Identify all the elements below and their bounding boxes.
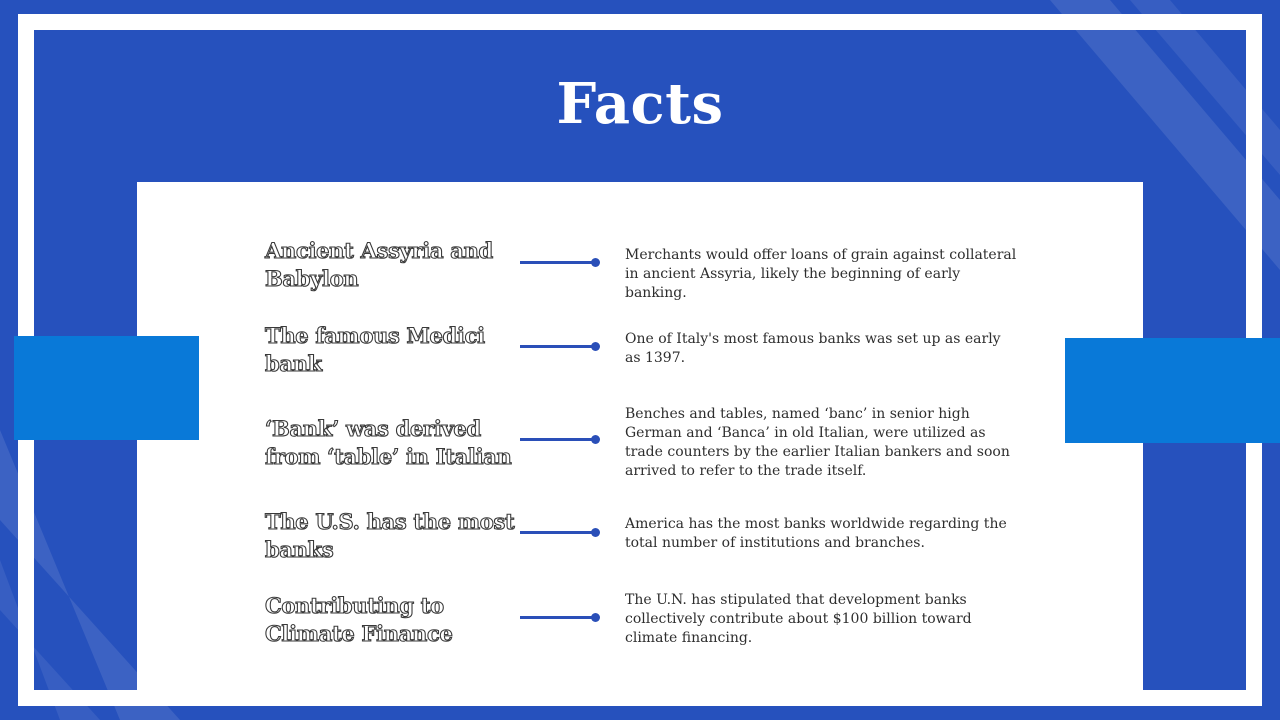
fact-connector [520,438,596,441]
fact-description-medici: One of Italy's most famous banks was set up as early as 1397. [625,331,1001,366]
fact-description-bank-origin: Benches and tables, named ‘banc’ in senior high German and ‘Banca’ in old Italian, were utilized as trade counters by the earlier Italian bankers and soon arrived to refer to the trade itself. [625,406,1010,479]
fact-label-bank-origin: ‘Bank’ was derived from ‘table’ in Italian [265,416,512,469]
connector-dot [591,435,600,444]
left-accent-block [14,336,199,440]
fact-label-us-banks: The U.S. has the most banks [265,509,515,562]
fact-connector [520,616,596,619]
fact-connector [520,345,596,348]
fact-description-assyria: Merchants would offer loans of grain against collateral in ancient Assyria, likely the beginning of early banking. [625,247,1017,301]
right-accent-block [1065,338,1280,443]
fact-label-assyria: Ancient Assyria and Babylon [265,238,493,291]
fact-description-climate-finance: The U.N. has stipulated that development banks collectively contribute about $100 billion toward climate financing. [625,592,972,646]
fact-label-climate-finance: Contributing to Climate Finance [265,593,453,646]
fact-label-medici: The famous Medici bank [265,323,485,376]
fact-connector [520,261,596,264]
fact-connector [520,531,596,534]
fact-description-us-banks: America has the most banks worldwide regarding the total number of institutions and branches. [625,516,1007,551]
connector-dot [591,528,600,537]
slide-title: Facts [556,71,724,137]
connector-dot [591,613,600,622]
connector-dot [591,342,600,351]
connector-dot [591,258,600,267]
